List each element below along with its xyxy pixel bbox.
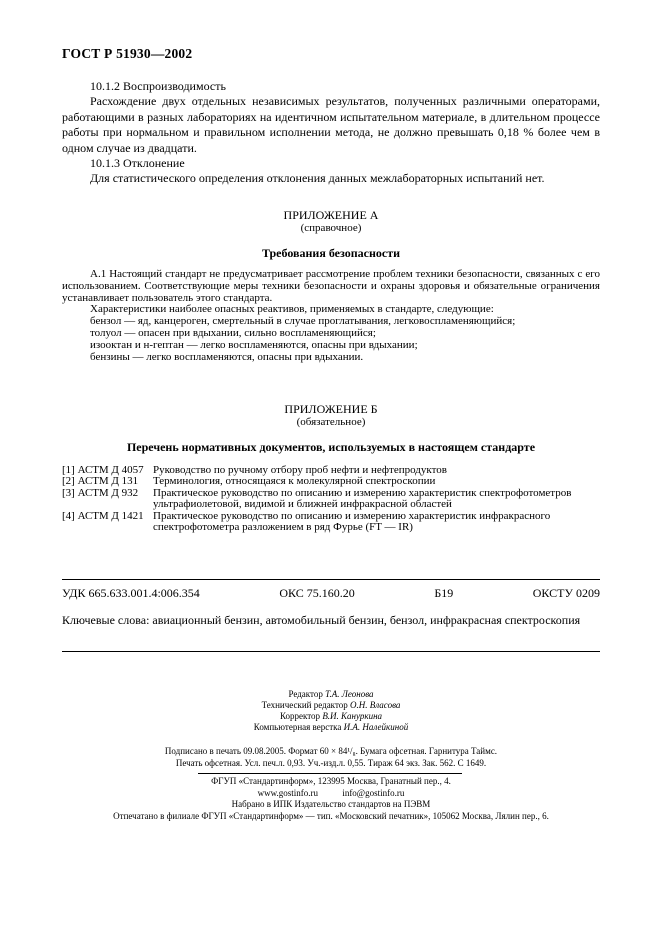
- okstu-code: ОКСТУ 0209: [532, 586, 600, 600]
- credit-role: Технический редактор: [261, 700, 348, 710]
- reference-list: [62, 465, 602, 533]
- keywords: Ключевые слова: авиационный бензин, автомобильный бензин, бензол, инфракрасная спектроскопия: [62, 613, 581, 627]
- safety-line: бензол — яд, канцероген, смертельный в случае проглатывания, легковоспламеняющийся;: [90, 315, 516, 328]
- print-line: Печать офсетная. Усл. печ.л. 0,93. Уч.-изд.л. 0,55. Тираж 64 экз. Зак. 562. С 1649.: [175, 758, 487, 768]
- udk-code: УДК 665.633.001.4:006.354: [62, 586, 200, 600]
- credit-name: И.А. Налейкиной: [343, 722, 409, 732]
- appendix-b-heading: Перечень нормативных документов, используемых в настоящем стандарте: [126, 440, 536, 454]
- publisher-info: [62, 776, 600, 822]
- oks-code: ОКС 75.160.20: [279, 586, 355, 600]
- publisher-email: info@gostinfo.ru: [342, 787, 405, 798]
- credit-name: В.И. Кануркина: [322, 711, 383, 721]
- safety-line: толуол — опасен при вдыхании, сильно воспламеняющийся;: [90, 326, 376, 339]
- reference-code: [4] АСТМ Д 1421: [62, 509, 144, 522]
- credit-role: Редактор: [288, 689, 323, 699]
- appendix-b-status: (обязательное): [296, 416, 366, 428]
- publisher-divider: [198, 773, 462, 774]
- credit-role: Компьютерная верстка: [253, 722, 342, 732]
- publisher-line: ФГУП «Стандартинформ», 123995 Москва, Гранатный пер., 4.: [211, 776, 451, 786]
- divider-bottom: [62, 651, 600, 652]
- appendix-a-body: [62, 269, 600, 363]
- reference-code: [1] АСТМ Д 4057: [62, 464, 144, 476]
- credit-line: [62, 700, 600, 711]
- print-line: Подписано в печать 09.08.2005. Формат 60 × 84¹/₈. Бумага офсетная. Гарнитура Таймс.: [164, 746, 498, 756]
- credit-line: [62, 689, 600, 700]
- reference-title: Практическое руководство по описанию и измерению характеристик инфракрасного спектрофотометра разложением в ряд Фурье (FT — IR): [153, 509, 551, 534]
- credits: [62, 689, 600, 733]
- publisher-contacts: [62, 788, 600, 800]
- bias-text: Для статистического определения отклонения данных межлабораторных испытаний нет.: [90, 171, 545, 186]
- credit-role: Корректор: [279, 711, 321, 721]
- print-info: [62, 745, 600, 769]
- safety-paragraph: А.1 Настоящий стандарт не предусматривает рассмотрение проблем техники безопасности, связанных с его использованием. Соответствующие меры техники безопасности и охраны здоровья и обязательные ограничения устанавливает пользователь этого стандарта.: [62, 268, 600, 304]
- divider-top: [62, 579, 600, 580]
- publisher-line: Набрано в ИПК Издательство стандартов на ПЭВМ: [231, 799, 431, 809]
- safety-line: Характеристики наиболее опасных реактивов, применяемых в стандарте, следующие:: [90, 303, 494, 316]
- reference-code: [2] АСТМ Д 131: [62, 475, 139, 488]
- publisher-line: Отпечатано в филиале ФГУП «Стандартинформ» — тип. «Московский печатник», 105062 Москва, Лялин пер., 6.: [113, 810, 549, 821]
- section-10-1: [62, 79, 600, 187]
- reference-code: [3] АСТМ Д 932: [62, 486, 139, 499]
- credit-name: Т.А. Леонова: [325, 689, 374, 699]
- publisher-site: www.gostinfo.ru: [257, 787, 319, 798]
- reproducibility-text: Расхождение двух отдельных независимых результатов, полученных различными операторами, работающими в разных лабораториях на идентичном испытательном материале, в длительном процессе работы при нормальном и правильном исполнении метода, не должно превышать 0,18 % более чем в одном случае из двадцати.: [62, 94, 600, 155]
- credit-line: [62, 711, 600, 722]
- classification-codes: [62, 586, 600, 601]
- safety-line: изооктан и н-гептан — легко воспламеняются, опасны при вдыхании;: [90, 338, 418, 351]
- appendix-a-heading: Требования безопасности: [261, 246, 401, 260]
- appendix-b-title: ПРИЛОЖЕНИЕ Б: [284, 402, 378, 416]
- reference-item: [62, 511, 602, 534]
- document-id: ГОСТ Р 51930—2002: [62, 46, 193, 61]
- credit-line: [62, 722, 600, 733]
- reference-title: Руководство по ручному отбору проб нефти и нефтепродуктов: [153, 464, 447, 476]
- group-code: Б19: [434, 586, 454, 600]
- appendix-a-title: ПРИЛОЖЕНИЕ А: [283, 208, 379, 222]
- subsection-title-reproducibility: 10.1.2 Воспроизводимость: [90, 79, 226, 93]
- reference-title: Терминология, относящаяся к молекулярной спектроскопии: [153, 475, 436, 488]
- credit-name: О.Н. Власова: [350, 700, 401, 710]
- subsection-title-bias: 10.1.3 Отклонение: [90, 156, 185, 171]
- reference-item: [62, 488, 602, 511]
- reference-title: Практическое руководство по описанию и измерению характеристик спектрофотометров ультрафиолетовой, видимой и ближней инфракрасной областей: [153, 486, 572, 511]
- safety-line: бензины — легко воспламеняются, опасны при вдыхании.: [90, 350, 364, 363]
- appendix-a-status: (справочное): [300, 222, 362, 234]
